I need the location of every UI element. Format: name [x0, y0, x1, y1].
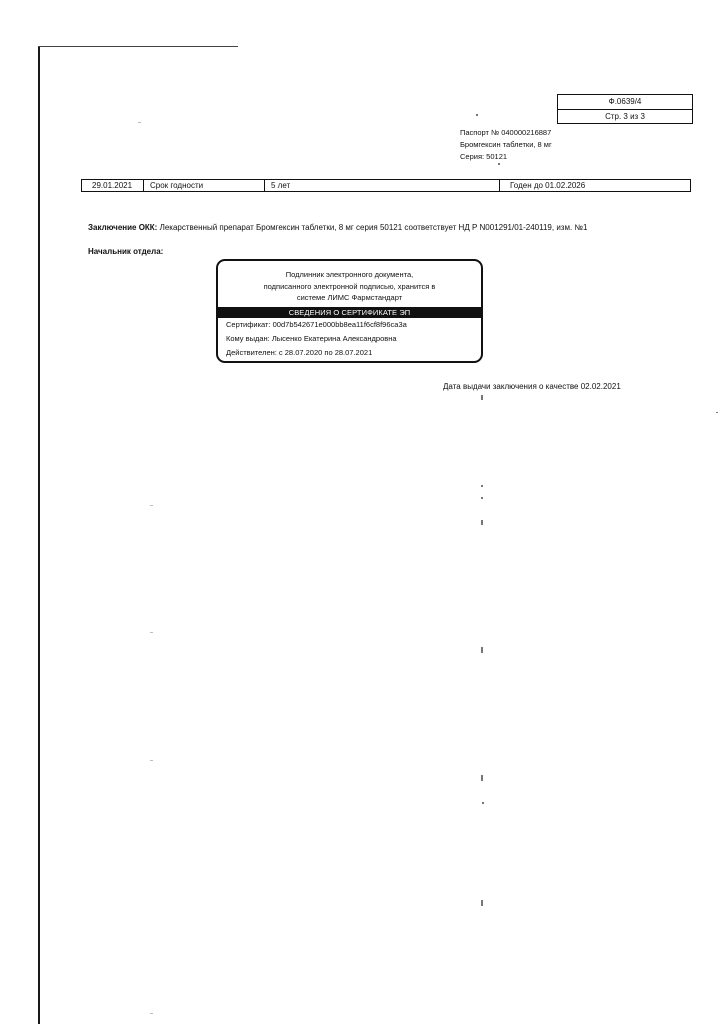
passport-product: Бромгексин таблетки, 8 мг — [460, 140, 552, 149]
scan-speck — [150, 760, 153, 761]
quality-conclusion — [88, 221, 608, 234]
scan-edge-left — [38, 46, 40, 1024]
scan-speck — [481, 395, 483, 400]
issue-date: Дата выдачи заключения о качестве 02.02.2021 — [443, 382, 621, 391]
scan-speck — [481, 497, 483, 499]
scan-speck — [150, 1013, 153, 1014]
electronic-signature-stamp — [216, 259, 483, 363]
scan-speck — [476, 114, 478, 116]
stamp-line-3: системе ЛИМС Фармстандарт — [296, 293, 403, 302]
stamp-certificate: Сертификат: 00d7b542671e000bb8ea11f6cf8f96ca3a — [226, 320, 407, 329]
stamp-certificate-bar: СВЕДЕНИЯ О СЕРТИФИКАТЕ ЭП — [218, 307, 481, 318]
scan-speck — [482, 802, 484, 804]
shelf-life-value: 5 лет — [265, 180, 500, 191]
dates-table-row — [81, 179, 691, 192]
valid-until: Годен до 01.02.2026 — [510, 181, 586, 190]
scan-speck — [498, 163, 500, 165]
conclusion-label: Заключение ОКК: — [88, 223, 158, 232]
passport-number: Паспорт № 040000216887 — [460, 128, 552, 137]
stamp-issued-to: Кому выдан: Лысенко Екатерина Александровна — [226, 334, 397, 343]
scan-speck — [481, 485, 483, 487]
scan-speck — [481, 520, 483, 525]
head-of-department-label: Начальник отдела: — [88, 247, 164, 256]
form-code: Ф.0639/4 — [608, 97, 642, 106]
form-code-box — [557, 94, 693, 124]
production-date: 29.01.2021 — [82, 180, 144, 191]
stamp-validity: Действителен: с 28.07.2020 по 28.07.2021 — [226, 348, 373, 357]
passport-block — [460, 127, 552, 163]
scan-speck — [716, 412, 718, 413]
scan-speck — [481, 900, 483, 906]
scan-edge-top — [38, 46, 238, 47]
page-number: Стр. 3 из 3 — [558, 109, 692, 124]
scan-speck — [150, 505, 153, 506]
scan-speck — [481, 647, 483, 653]
stamp-line-1: Подлинник электронного документа, — [285, 270, 414, 279]
scan-speck — [150, 632, 153, 633]
stamp-header — [218, 261, 481, 307]
shelf-life-label: Срок годности — [144, 180, 265, 191]
passport-series: Серия: 50121 — [460, 152, 508, 161]
stamp-line-2: подписанного электронной подписью, хранится в — [263, 281, 436, 291]
scan-speck — [481, 775, 483, 781]
conclusion-text: Лекарственный препарат Бромгексин таблетки, 8 мг серия 50121 соответствует НД Р N001291/01-240119, изм. №1 — [157, 223, 588, 232]
scan-speck — [138, 122, 141, 123]
